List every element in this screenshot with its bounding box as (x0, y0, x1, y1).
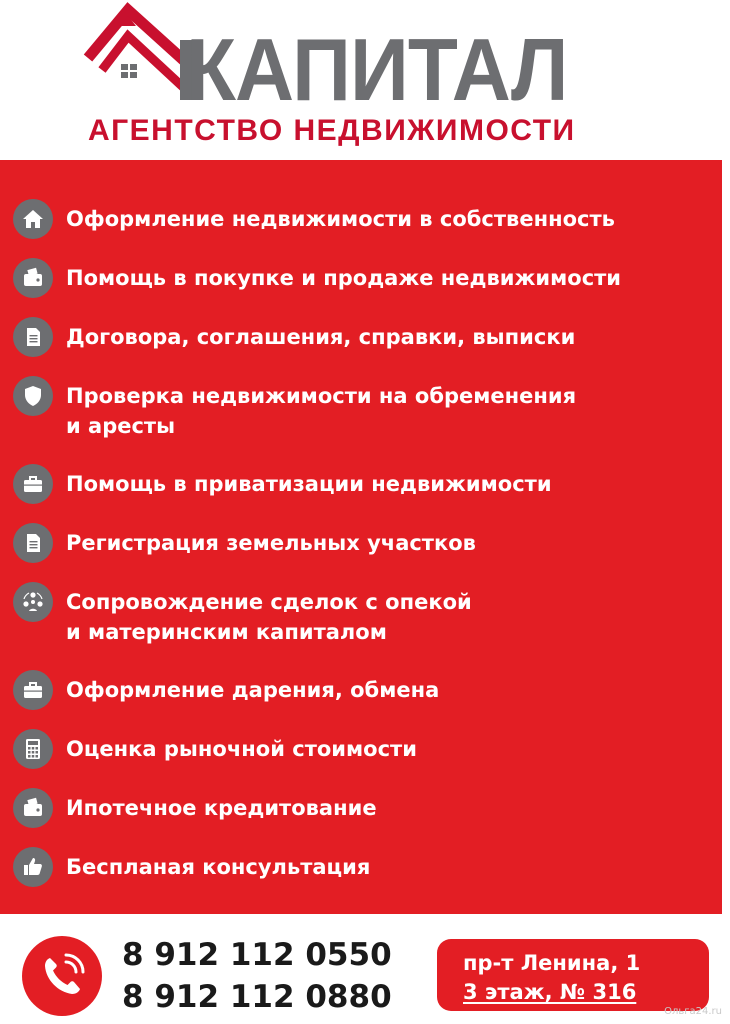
watermark: Ольга24.ru (664, 1006, 722, 1017)
document-icon (13, 523, 53, 563)
shield-icon (13, 376, 53, 416)
people-network-icon (13, 582, 53, 622)
money-wallet-icon (13, 258, 53, 298)
header (0, 0, 730, 160)
money-wallet-icon (13, 788, 53, 828)
service-label: Сопровождение сделок с опекой и материнским капиталом (66, 590, 472, 644)
address-box (437, 939, 709, 1011)
thumbs-up-icon (13, 847, 53, 887)
briefcase-icon (13, 464, 53, 504)
document-icon (13, 317, 53, 357)
services-panel (0, 160, 722, 914)
address-street: пр-т Ленина, 1 (463, 951, 641, 975)
house-icon (13, 199, 53, 239)
brand-tagline: АГЕНТСТВО НЕДВИЖИМОСТИ (88, 114, 576, 147)
service-label: Ипотечное кредитование (66, 796, 377, 820)
service-label: Помощь в покупке и продаже недвижимости (66, 266, 622, 290)
calculator-icon (13, 729, 53, 769)
service-label: Помощь в приватизации недвижимости (66, 472, 552, 496)
service-label: Регистрация земельных участков (66, 531, 476, 555)
service-label: Договора, соглашения, справки, выписки (66, 325, 576, 349)
service-label: Проверка недвижимости на обременения и аресты (66, 384, 577, 438)
phone-numbers (122, 934, 392, 1018)
phone-icon (22, 936, 102, 1016)
brand-name: КАПИТАЛ (186, 20, 568, 119)
address-office: 3 этаж, № 316 (463, 980, 637, 1004)
briefcase-icon (13, 670, 53, 710)
phone-number[interactable]: 8 912 112 0880 (122, 979, 392, 1015)
service-label: Беспланая консультация (66, 855, 371, 879)
service-label: Оформление недвижимости в собственность (66, 207, 615, 231)
house-roof-logo-icon (82, 0, 202, 104)
phone-number[interactable]: 8 912 112 0550 (122, 937, 392, 973)
service-label: Оформление дарения, обмена (66, 678, 440, 702)
service-label: Оценка рыночной стоимости (66, 737, 417, 761)
